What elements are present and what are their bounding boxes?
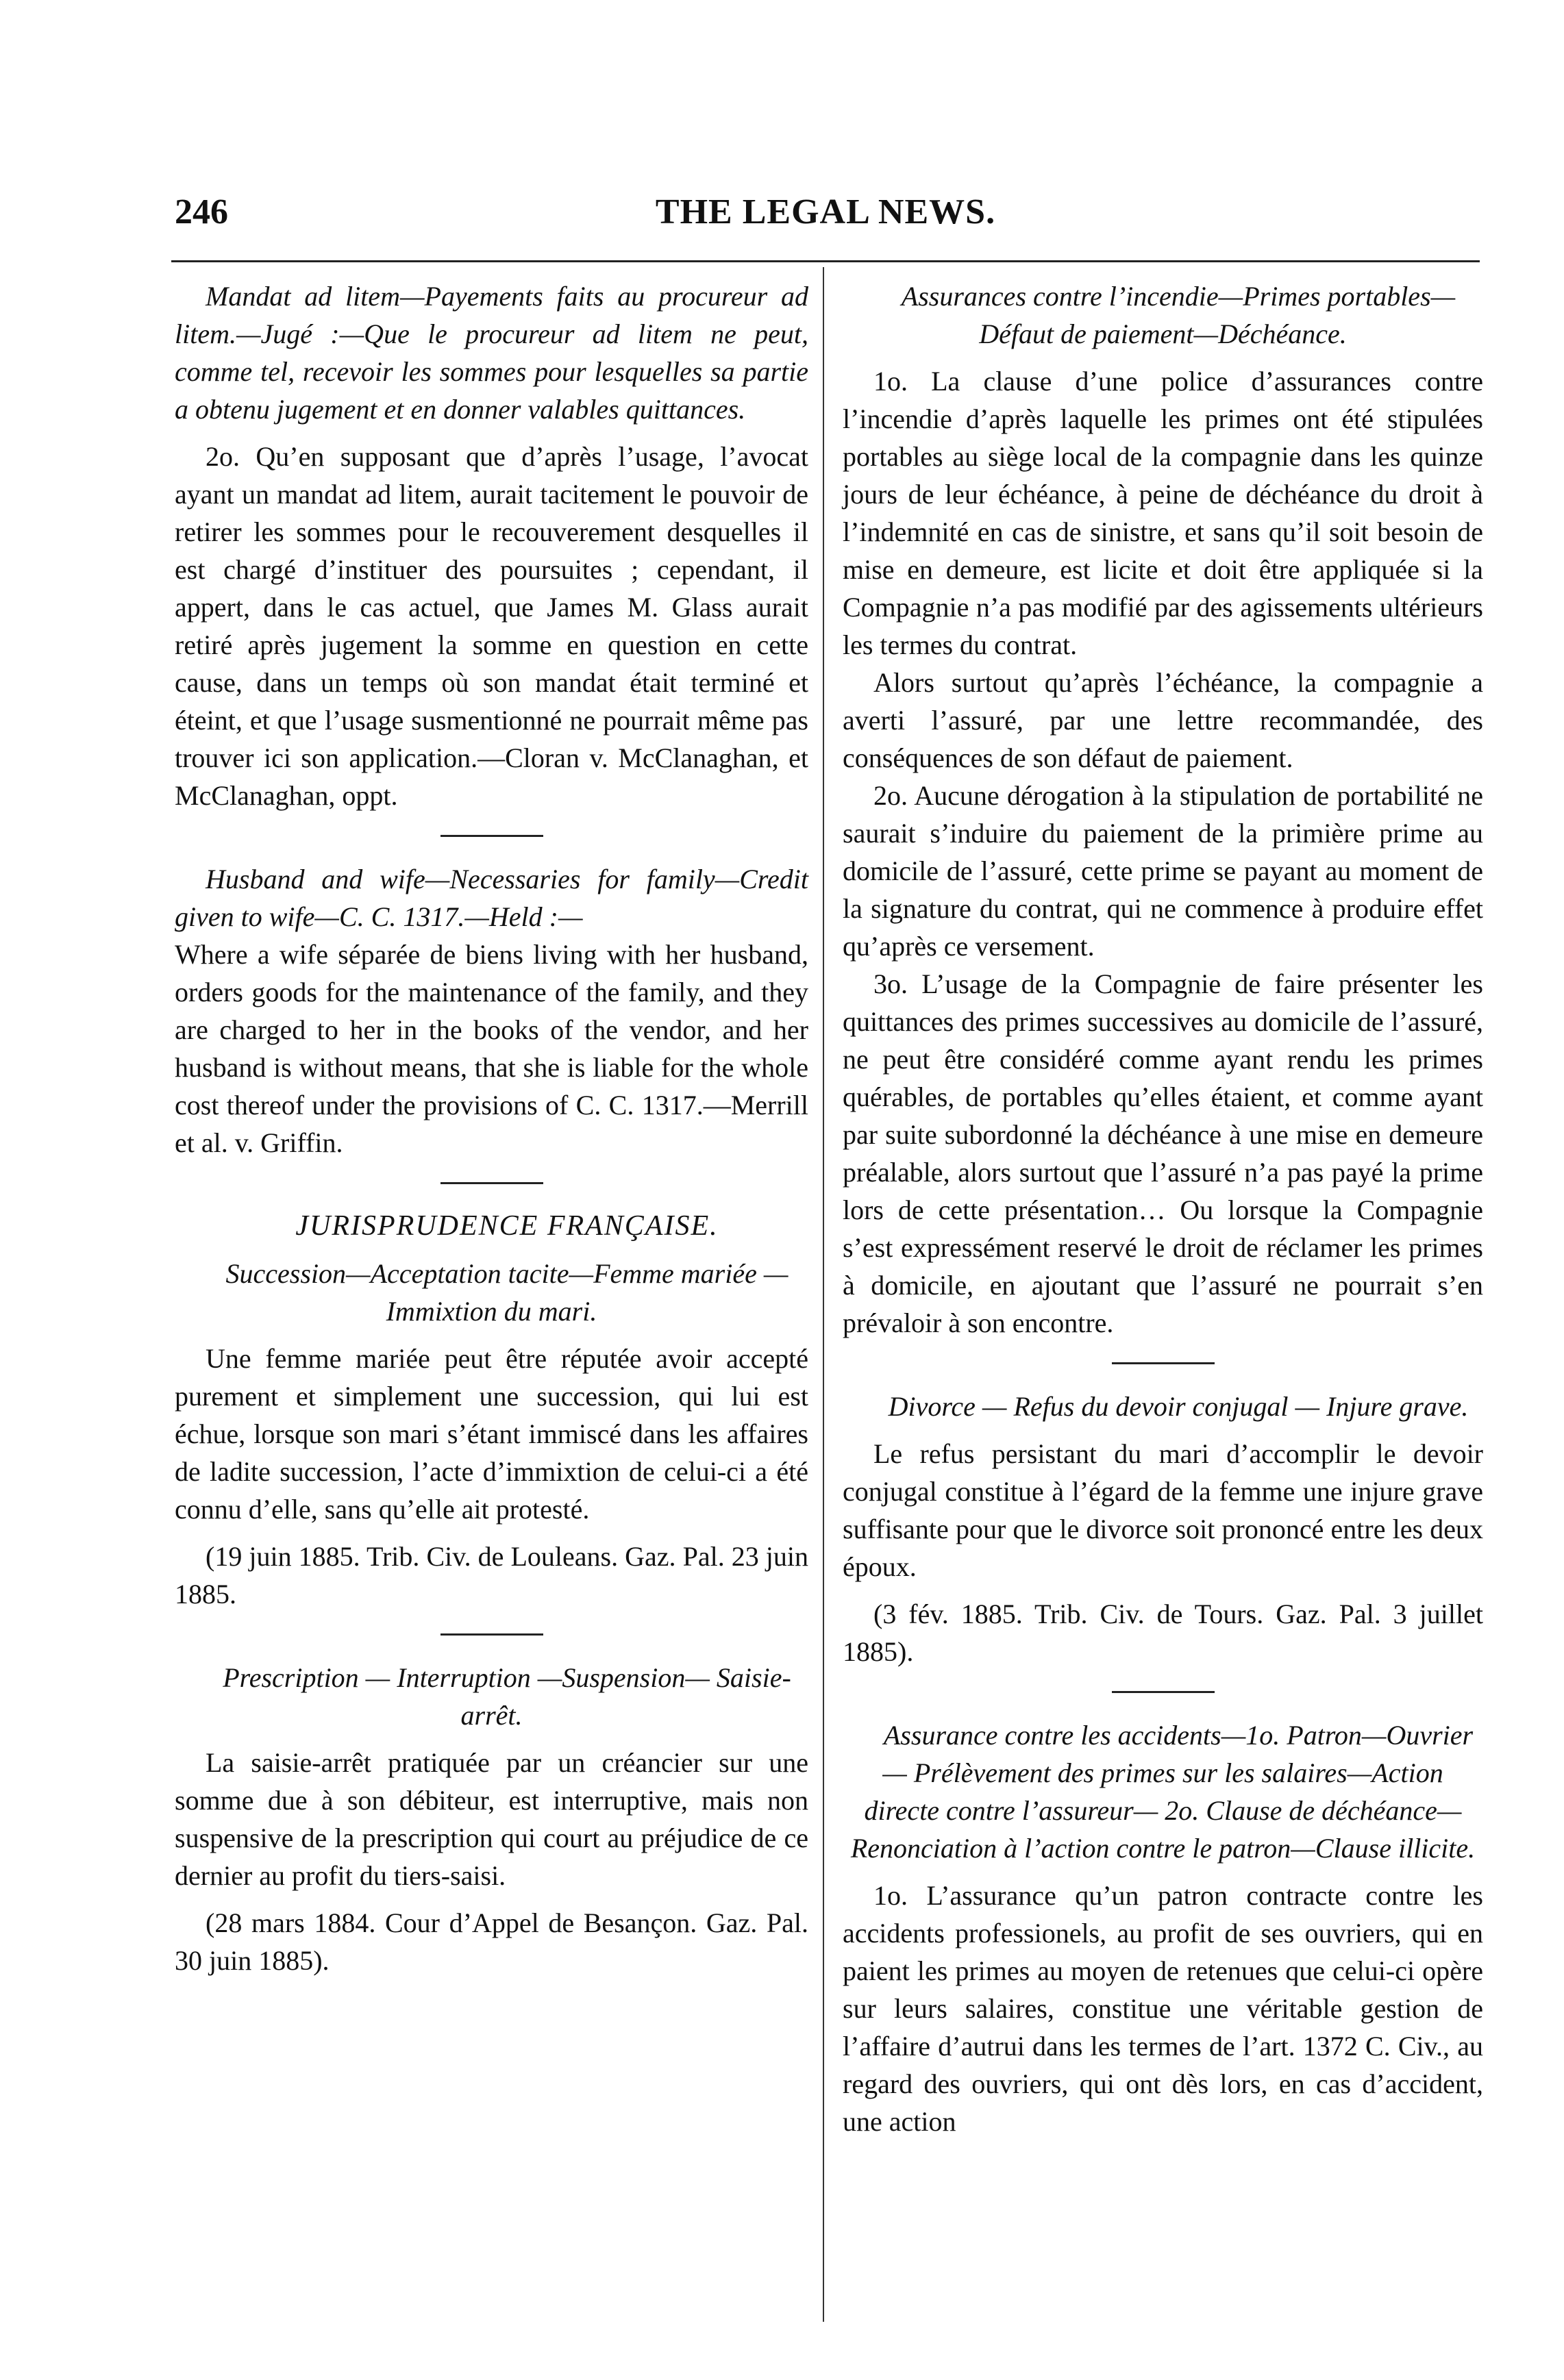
article-prescription-citation: (28 mars 1884. Cour d’Appel de Besançon. Gaz. Pal. 30 juin 1885).	[175, 1907, 808, 1976]
divider	[440, 1633, 543, 1636]
article-assurances-p1: 1o. La clause d’une police d’assurances contre l’incendie d’après laquelle les primes ont été stipulées portables au siège local de la compagnie dans les quinze jours de leur échéance, à peine de déchéance du droit à l’indemnité en cas de sinistre, et sans qu’il soit besoin de mise en demeure, est licite et doit être appliquée si la Compagnie n’a pas modifié par des agissements ultérieurs les termes du contrat.	[843, 366, 1483, 660]
divider	[440, 835, 543, 837]
header-rule	[171, 260, 1480, 262]
article-succession-body: Une femme mariée peut être réputée avoir accepté purement et simplement une succession, qui lui est échue, lorsque son mari s’étant immiscé dans les affaires de ladite succession, l’acte d’immixtion de celui-ci a été connu d’elle, sans qu’elle ait protesté.	[175, 1343, 808, 1525]
article-divorce-body: Le refus persistant du mari d’accomplir le devoir conjugal constitue à l’égard de la femme une injure grave suffisante pour que le divorce soit prononcé entre les deux époux.	[843, 1438, 1483, 1582]
page-header	[175, 192, 1476, 247]
article-divorce-head: Divorce — Refus du devoir conjugal — Injure grave.	[888, 1391, 1469, 1422]
column-rule	[823, 267, 824, 2322]
running-title: THE LEGAL NEWS.	[655, 192, 996, 231]
article-prescription-head: Prescription — Interruption —Suspension— Saisie-arrêt.	[223, 1662, 791, 1731]
article-succession-citation: (19 juin 1885. Trib. Civ. de Louleans. Gaz. Pal. 23 juin 1885.	[175, 1541, 808, 1609]
article-assurances-p3: 2o. Aucune dérogation à la stipulation de portabilité ne saurait s’induire du paiement de la primière prime au domicile de l’assuré, cette prime se payant au moment de la signature du contrat, qui ne commence à produire effet qu’après ce versement.	[843, 780, 1483, 962]
article-husband-body: Where a wife séparée de biens living with her husband, orders goods for the maintenance of the family, and they are charged to her in the books of the vendor, and her husband is without means, that she is liable for the whole cost thereof under the provisions of C. C. 1317.—Merrill et al. v. Griffin.	[175, 939, 808, 1158]
article-accidents-head: Assurance contre les accidents—1o. Patron—Ouvrier — Prélèvement des primes sur les salaires—Action directe contre l’assureur— 2o. Clause de déchéance—Renonciation à l’action contre le patron—Clause illicite.	[850, 1720, 1476, 1864]
right-column	[843, 277, 1483, 2140]
divider	[1112, 1691, 1215, 1693]
article-husband-head: Husband and wife—Necessaries for family—Credit given to wife—C. C. 1317.—Held :—	[175, 864, 808, 932]
article-divorce-citation: (3 fév. 1885. Trib. Civ. de Tours. Gaz. Pal. 3 juillet 1885).	[843, 1599, 1483, 1667]
page-number: 246	[175, 192, 228, 231]
article-prescription-body: La saisie-arrêt pratiquée par un créancier sur une somme due à son débiteur, est interruptive, mais non suspensive de la prescription qui court au préjudice de ce dernier au profit du tiers-saisi.	[175, 1747, 808, 1891]
divider	[1112, 1362, 1215, 1364]
section-title: JURISPRUDENCE FRANÇAISE.	[295, 1210, 719, 1242]
article-assurances-p2: Alors surtout qu’après l’échéance, la compagnie a averti l’assuré, par une lettre recommandée, des conséquences de son défaut de paiement.	[843, 667, 1483, 773]
article-assurances-head: Assurances contre l’incendie—Primes portables— Défaut de paiement—Déchéance.	[901, 281, 1456, 349]
article-accidents-body: 1o. L’assurance qu’un patron contracte contre les accidents professionels, au profit de ses ouvriers, qui en paient les primes au moyen de retenues que celui-ci opère sur leurs salaires, constitue une véritable gestion de l’affaire d’autrui dans les termes de l’art. 1372 C. Civ., au regard des ouvriers, qui ont dès lors, en cas d’accident, une action	[843, 1880, 1483, 2137]
divider	[440, 1182, 543, 1184]
article-mandat-paragraph: 2o. Qu’en supposant que d’après l’usage, l’avocat ayant un mandat ad litem, aurait tacitement le pouvoir de retirer les sommes pour le recouverement desquelles il est chargé d’instituer des poursuites ; cependant, il appert, dans le cas actuel, que James M. Glass aurait retiré après jugement la somme en question en cette cause, dans un temps où son mandat était terminé et éteint, et que l’usage susmentionné ne pourrait même pas trouver ici son application.—Cloran v. McClanaghan, et McClanaghan, oppt.	[175, 441, 808, 811]
left-column	[175, 277, 808, 1979]
article-assurances-p4: 3o. L’usage de la Compagnie de faire présenter les quittances des primes successives au domicile de l’assuré, ne peut être considéré comme ayant rendu les primes quérables, de portables qu’elles étaient, et comme ayant par suite subordonné la déchéance à une mise en demeure préalable, alors surtout que l’assuré n’a pas payé la prime lors de cette présentation… Ou lorsque la Compagnie s’est expressément reservé le droit de réclamer les primes à domicile, en ajoutant que l’assuré ne pourrait s’en prévaloir à son encontre.	[843, 968, 1483, 1338]
article-mandat-head: Mandat ad litem—Payements faits au procureur ad litem.—Jugé :—Que le procureur ad litem ne peut, comme tel, recevoir les sommes pour lesquelles sa partie a obtenu jugement et en donner valables quittances.	[175, 281, 808, 425]
article-succession-head: Succession—Acceptation tacite—Femme mariée —Immixtion du mari.	[225, 1258, 789, 1327]
